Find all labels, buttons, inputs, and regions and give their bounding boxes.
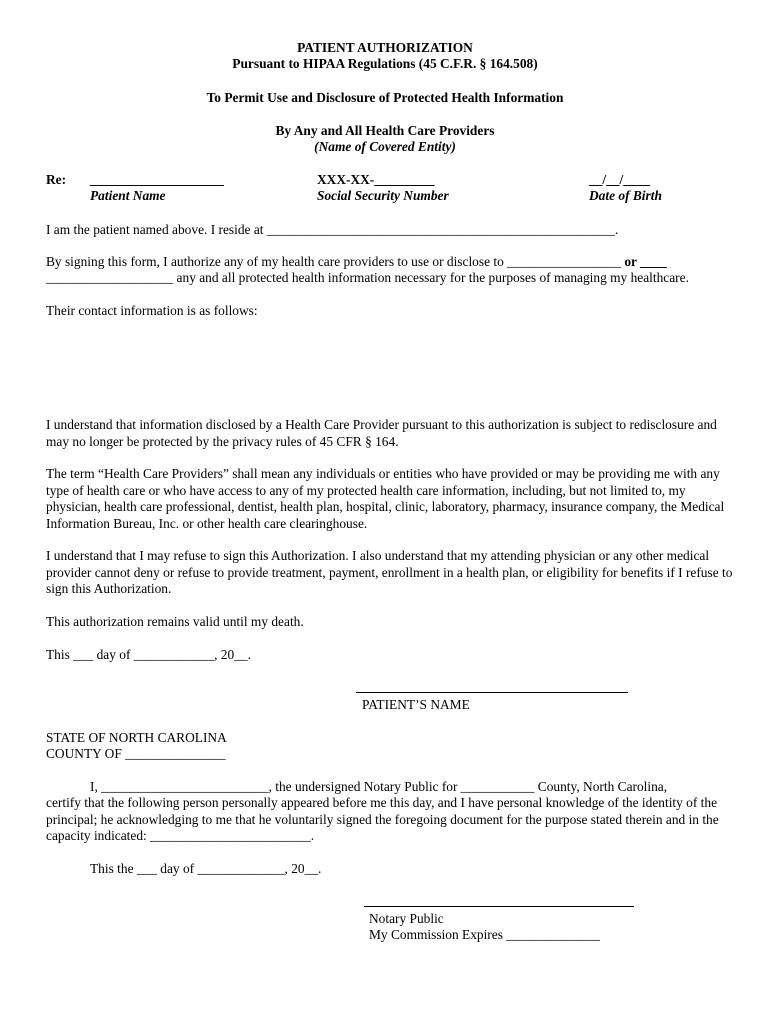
validity-statement: This authorization remains valid until my death.	[46, 614, 304, 629]
patient-name-signature-caption: PATIENT’S NAME	[362, 697, 470, 712]
notary-certification-text: certify that the following person personally appeared before me this day, and I have personal knowledge of the identity of the principal; he acknowledging to me that he voluntarily signed the foregoing document for the purpose stated therein and in the capacity indicated: ________________________.	[46, 795, 719, 843]
notary-certification-first-line: I, _________________________, the undersigned Notary Public for ___________ County, North Carolina,	[90, 779, 668, 794]
notary-public-caption: Notary Public	[369, 911, 444, 926]
refusal-paragraph: I understand that I may refuse to sign this Authorization. I also understand that my attending physician or any other medical provider cannot deny or refuse to provide treatment, payment, enrollment in a health plan, or eligibility for benefits if I refuse to sign this Authorization.	[46, 548, 733, 596]
re-label: Re:	[46, 172, 67, 187]
ssn-field[interactable]: XXX-XX-_________	[317, 172, 435, 187]
providers-heading: By Any and All Health Care Providers	[275, 123, 495, 138]
document-purpose: To Permit Use and Disclosure of Protected Health Information	[206, 90, 564, 105]
patient-signature-line[interactable]	[356, 692, 628, 693]
notary-date-line: This the ___ day of _____________, 20__.	[90, 861, 322, 876]
authorization-or: or ____	[624, 254, 667, 269]
patient-name-field[interactable]: ____________________	[90, 172, 224, 187]
document-title: PATIENT AUTHORIZATION	[297, 40, 473, 55]
authorization-line-1	[46, 254, 667, 270]
residence-statement: I am the patient named above. I reside at ____________________________________________________.	[46, 222, 619, 237]
document-subtitle: Pursuant to HIPAA Regulations (45 C.F.R. § 164.508)	[232, 56, 538, 71]
signing-date-line: This ___ day of ____________, 20__.	[46, 647, 251, 662]
patient-name-caption: Patient Name	[90, 188, 166, 203]
covered-entity-caption: (Name of Covered Entity)	[314, 139, 456, 154]
county-line: COUNTY OF _______________	[46, 746, 226, 761]
dob-field[interactable]: __/__/____	[589, 172, 651, 187]
commission-expires-line: My Commission Expires ______________	[369, 927, 600, 942]
contact-info-label: Their contact information is as follows:	[46, 303, 258, 318]
authorization-text: By signing this form, I authorize any of my health care providers to use or disclose to _________________	[46, 254, 621, 269]
authorization-line-2: ___________________ any and all protected health information necessary for the purposes of managing my healthcare.	[46, 270, 689, 285]
ssn-caption: Social Security Number	[317, 188, 449, 203]
dob-caption: Date of Birth	[589, 188, 662, 203]
redisclosure-paragraph: I understand that information disclosed by a Health Care Provider pursuant to this authorization is subject to redisclosure and may no longer be protected by the privacy rules of 45 CFR § 164.	[46, 417, 717, 449]
definition-paragraph: The term “Health Care Providers” shall mean any individuals or entities who have provided or may be providing me with any type of health care or who have access to any of my protected health care information, including, but not limited to, my physician, health care professional, dentist, health plan, hospital, clinic, laboratory, pharmacy, insurance company, the Medical Information Bureau, Inc. or other health care clearinghouse.	[46, 466, 725, 531]
state-line: STATE OF NORTH CAROLINA	[46, 730, 227, 745]
notary-signature-line[interactable]	[364, 906, 634, 907]
